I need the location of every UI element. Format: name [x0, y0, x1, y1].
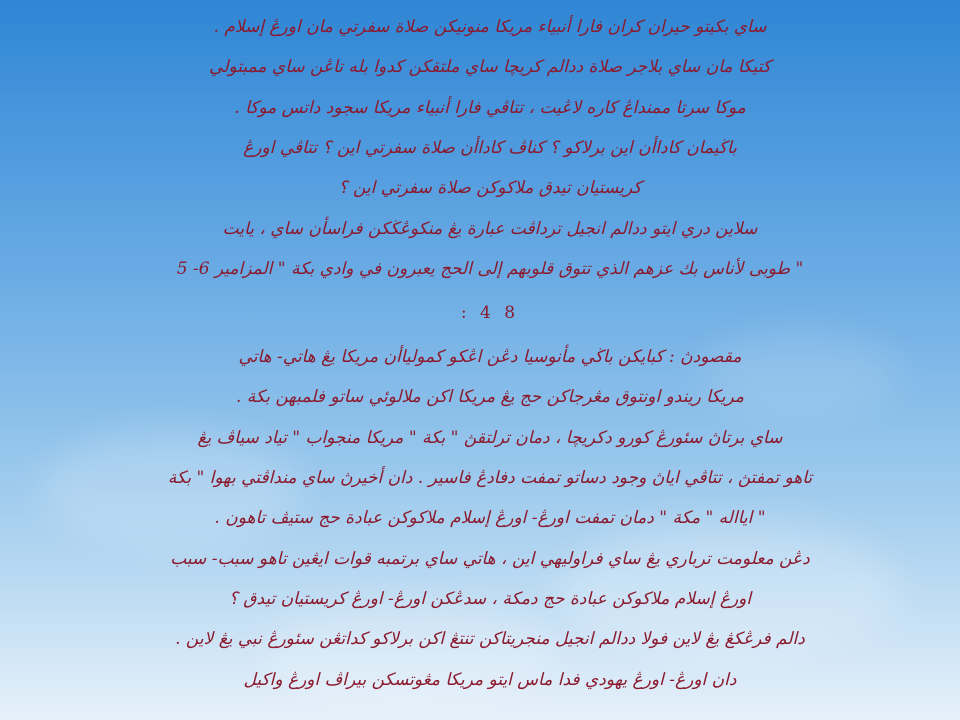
- text-line: كتيكا مان ساي بلاجر صلاة ددالم كريچا ساي ملتقكن كدوا بله تاڠن ساي ممبتولي: [209, 57, 771, 77]
- text-line: كريستيان تيدق ملاكوكن صلاة سفرتي اين ؟: [338, 178, 642, 198]
- text-line: دان اورڠ- اورڠ يهودي فدا ماس ايتو مريكا مڠوتسكن بيراڤ اورڠ واكيل: [243, 670, 737, 690]
- text-line: مريكا ريندو اونتوق مڠرجاكن حج يڠ مريكا اكن ملالوئي ساتو فلمبهن بكة .: [236, 387, 744, 407]
- text-line: موكا سرتا ممنداڠ كاره لاڠيت ، تتاڤي فارا أنبياء مريكا سجود داتس موكا .: [234, 98, 746, 118]
- text-line: ساي برتاڽ سئورڠ كورو دكريچا ، دمان ترلتقڽ " بكة " مريكا منجواب " تياد سياڤ يڠ: [197, 428, 783, 448]
- document-text: [120, 2, 860, 718]
- text-line: باڬيمان كاداأن اين برلاكو ؟ كناڤ كاداأن صلاة سفرتي اين ؟ تتاڤي اورڠ: [243, 138, 737, 158]
- text-line: ساي بكيتو حيران كران فارا أنبياء مريكا منونيكن صلاة سفرتي مان اورڠ إسلام .: [213, 17, 767, 37]
- text-line: مقصودڽ : كبايكن باڬي مأنوسيا دڠن اڠكو كمولياأن مريكا يڠ هاتي- هاتي: [238, 347, 742, 367]
- text-line: دالم فرڠكڠ يڠ لاين فولا ددالم انجيل منجريتاكن تنتڠ اكن برلاكو كداتڠن سئورڠ نبي يڠ لاين .: [175, 629, 805, 649]
- text-line: " طوبى لأناس بك عزهم الذي تتوق قلوبهم إلى الحج يعبرون في وادي بكة " المزامير 6- 5: [176, 259, 804, 279]
- text-line: سلاين دري ايتو ددالم انجيل ترداڤت عبارة يڠ منكوڠڬكن فراسأن ساي ، يايت: [222, 219, 758, 239]
- text-line: تاهو تمفتڽ ، تتاڤي اياڽ وجود دساتو تمفت دفادڠ فاسير . دان أخيرڽ ساي منداڤتي بهوا " بكة: [167, 468, 813, 488]
- text-line: دڠن معلومت ترباري يڠ ساي فراوليهي اين ، هاتي ساي برتمبه قوات ايڠين تاهو سبب- سبب: [170, 549, 810, 569]
- text-line: " ايااله " مكة " دمان تمفت اورڠ- اورڠ إسلام ملاكوكن عبادة حج ستيڤ تاهون .: [214, 508, 766, 528]
- text-line: 8 4 :: [460, 303, 520, 323]
- text-line: اورڠ إسلام ملاكوكن عبادة حج دمكة ، سدڠكن اورڠ- اورڠ كريستيان تيدق ؟: [228, 589, 752, 609]
